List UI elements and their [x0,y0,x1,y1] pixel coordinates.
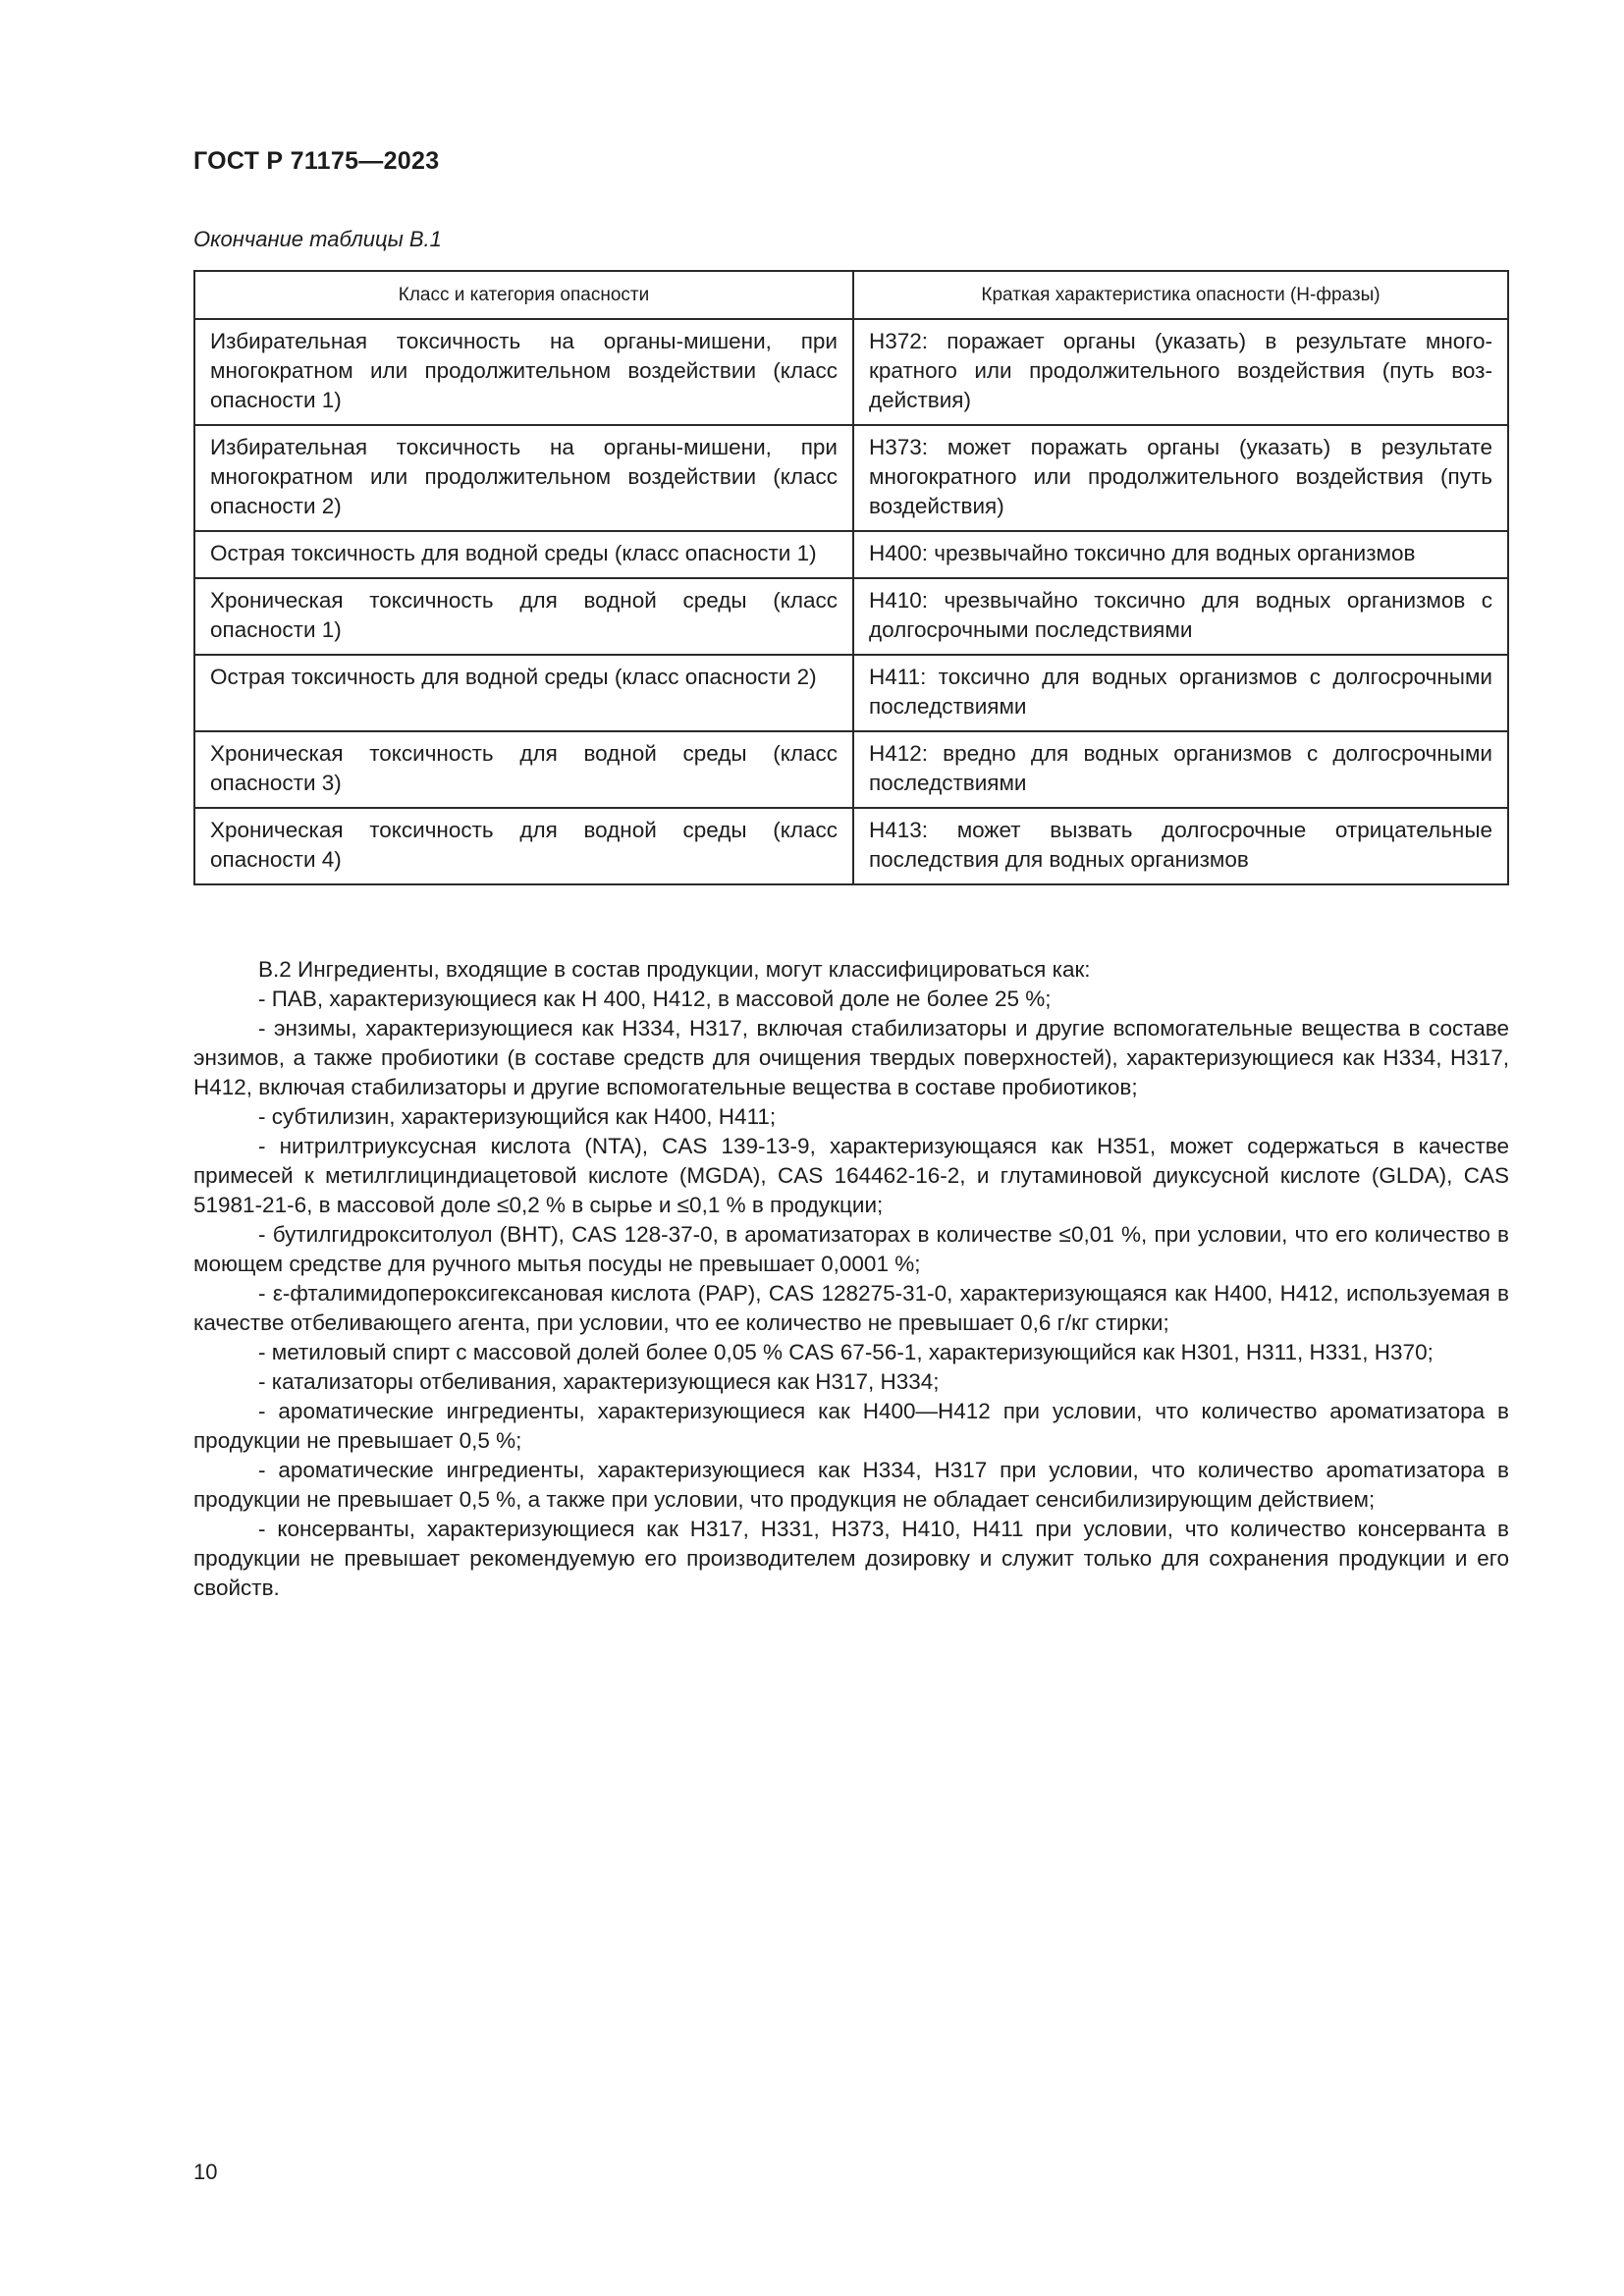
hazard-category-cell: Избирательная токсичность на органы-мишени, при многократном или продолжительном воздействии (класс опасности 2) [194,425,853,531]
list-item: - катализаторы отбеливания, характеризующиеся как Н317, Н334; [258,1369,940,1394]
page-number: 10 [193,2160,218,2184]
hazard-description-cell: Н372: поражает органы (указать) в результате многократного или продолжительного воздействия (путь воздействия) [853,319,1508,425]
hazard-category-cell: Острая токсичность для водной среды (класс опасности 1) [194,531,853,578]
hazard-description-cell: Н413: может вызвать долгосрочные отрицательные последствия для водных организмов [853,808,1508,884]
table-row [194,808,1508,884]
section-intro-paragraph: В.2 Ингредиенты, входящие в состав продукции, могут классифицироваться как: [258,957,1091,982]
list-item: - консерванты, характеризующиеся как Н317, Н331, Н373, Н410, Н411 при условии, что количество консерванта в продукции не превышает рекомендуемую его производителем дозировку и служит только для сохранения продукции и его свойств. [193,1517,1509,1600]
table-row [194,425,1508,531]
list-item: - ароматические ингредиенты, характеризующиеся как Н334, Н317 при условии, что количество арomaтизатора в продукции не превышает 0,5 %, а также при условии, что продукция не обладает сенсибилизирующим действием; [193,1458,1509,1512]
hazard-description-cell: Н373: может поражать органы (указать) в результате многократного или продолжительного воздействия (путь воздействия) [853,425,1508,531]
table-row [194,319,1508,425]
hazard-category-cell: Хроническая токсичность для водной среды (класс опасности 1) [194,578,853,655]
list-item: - ПАВ, характеризующиеся как Н 400, Н412, в массовой доле не более 25 %; [258,987,1052,1011]
list-item: - метиловый спирт с массовой долей более 0,05 % CAS 67-56-1, характеризующийся как Н301, Н311, Н331, Н370; [258,1340,1434,1364]
hazard-category-cell: Хроническая токсичность для водной среды (класс опасности 3) [194,731,853,808]
list-item: - бутилгидрокситолуол (ВНТ), CAS 128-37-0, в ароматизаторах в количестве ≤0,01 %, при условии, что его количество в моющем средстве для ручного мытья посуды не превышает 0,0001 %; [193,1222,1509,1276]
body-text [193,955,1509,1603]
table-header-row [194,271,1508,319]
list-item: - ароматические ингредиенты, характеризующиеся как Н400—Н412 при условии, что количество ароматизатора в продукции не превышает 0,5 %; [193,1399,1509,1453]
document-header: ГОСТ Р 71175—2023 [193,147,440,175]
hazard-description-cell: Н410: чрезвычайно токсично для водных организмов с долгосрочными последствиями [853,578,1508,655]
hazard-description-cell: Н412: вредно для водных организмов с долгосрочными последствиями [853,731,1508,808]
table-row [194,731,1508,808]
table-row [194,655,1508,731]
column-header-category: Класс и категория опасности [194,271,853,319]
hazard-category-cell: Избирательная токсичность на органы-мишени, при многократном или продолжительном воздействии (класс опасности 1) [194,319,853,425]
list-item: - энзимы, характеризующиеся как Н334, Н317, включая стабилизаторы и другие вспомогательные вещества в составе энзимов, а также пробиотики (в составе средств для очищения твердых поверхностей), характеризующиеся как Н334, Н317, Н412, включая стабилизаторы и другие вспомогательные вещества в составе пробиотиков; [193,1016,1509,1099]
table-caption: Окончание таблицы В.1 [193,227,442,251]
column-header-description: Краткая характеристика опасности (Н-фразы) [853,271,1508,319]
table-row [194,531,1508,578]
hazard-description-cell: Н400: чрезвычайно токсично для водных организмов [853,531,1508,578]
hazard-table [193,270,1509,885]
hazard-category-cell: Хроническая токсичность для водной среды (класс опасности 4) [194,808,853,884]
hazard-description-cell: Н411: токсично для водных организмов с долгосрочными последствиями [853,655,1508,731]
table-row [194,578,1508,655]
list-item: - ε-фталимидопероксигексановая кислота (РАР), CAS 128275-31-0, характеризующаяся как Н400, Н412, используемая в качестве отбеливающего агента, при условии, что ее количество не превышает 0,6 г/кг стирки; [193,1281,1509,1335]
hazard-category-cell: Острая токсичность для водной среды (класс опасности 2) [194,655,853,731]
list-item: - нитрилтриуксусная кислота (NTA), CAS 139-13-9, характеризующаяся как Н351, может содержаться в качестве примесей к метилглициндиацетовой кислоте (MGDA), CAS 164462-16-2, и глутаминовой диуксусной кислоте (GLDA), CAS 51981-21-6, в массовой доле ≤0,2 % в сырье и ≤0,1 % в продукции; [193,1134,1509,1217]
list-item: - субтилизин, характеризующийся как Н400, Н411; [258,1104,777,1129]
